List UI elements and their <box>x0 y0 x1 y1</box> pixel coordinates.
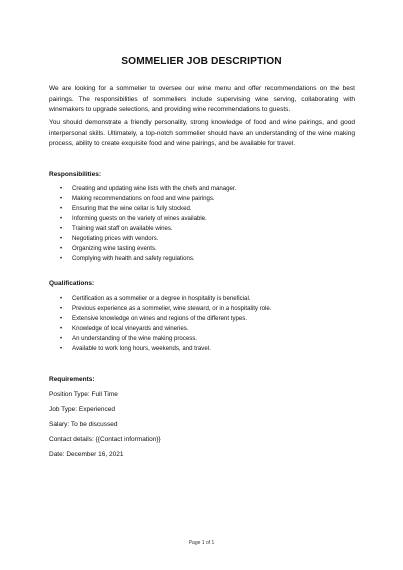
list-item <box>60 224 236 234</box>
list-item-text: Extensive knowledge on wines and regions of the different types. <box>72 315 248 322</box>
list-item-text: Previous experience as a sommelier, wine steward, or in a hospitality role. <box>72 305 272 312</box>
list-item <box>60 214 236 224</box>
bullet-icon: • <box>60 296 63 302</box>
list-item-text: Informing guests on the variety of wines available. <box>72 215 207 222</box>
bullet-icon: • <box>60 186 63 192</box>
list-item-text: Making recommendations on food and wine pairings. <box>72 195 215 202</box>
bullet-icon: • <box>60 316 63 322</box>
responsibilities-list <box>60 184 236 264</box>
bullet-icon: • <box>60 246 63 252</box>
list-item <box>60 194 236 204</box>
page-number: Page 1 of 1 <box>188 540 215 546</box>
list-item-text: Ensuring that the wine cellar is fully stocked. <box>72 205 192 212</box>
bullet-icon: • <box>60 206 63 212</box>
bullet-icon: • <box>60 216 63 222</box>
qualifications-heading: Qualifications: <box>49 280 95 287</box>
job-type: Job Type: Experienced <box>49 406 116 413</box>
bullet-icon: • <box>60 336 63 342</box>
list-item-text: Complying with health and safety regulations. <box>72 255 195 262</box>
list-item <box>60 294 272 304</box>
intro-paragraph-2: You should demonstrate a friendly personality, strong knowledge of food and wine pairings, and good interpersonal skills. Ultimately, a top-notch sommelier should have an understanding of the wine making process, ability to create exquisite food and wine pairings, and be available for travel. <box>49 119 355 148</box>
intro-paragraph-1: We are looking for a sommelier to oversee our wine menu and offer recommendations on the best pairings. The responsibilities of sommeliers include supervising wine serving, collaborating with winemakers to upgrade selections, and providing wine recommendations to guests. <box>49 85 355 114</box>
requirements-heading: Requirements: <box>49 376 95 383</box>
list-item <box>60 334 272 344</box>
qualifications-list <box>60 294 272 354</box>
document-title: SOMMELIER JOB DESCRIPTION <box>121 56 282 67</box>
bullet-icon: • <box>60 196 63 202</box>
bullet-icon: • <box>60 236 63 242</box>
list-item <box>60 314 272 324</box>
list-item <box>60 234 236 244</box>
list-item <box>60 344 272 354</box>
list-item-text: Organizing wine tasting events. <box>72 245 157 252</box>
list-item-text: Negotiating prices with vendors. <box>72 235 159 242</box>
bullet-icon: • <box>60 226 63 232</box>
list-item-text: Certification as a sommelier or a degree in hospitality is beneficial. <box>72 295 251 302</box>
salary: Salary: To be discussed <box>49 421 118 428</box>
list-item <box>60 204 236 214</box>
bullet-icon: • <box>60 346 63 352</box>
list-item <box>60 254 236 264</box>
list-item-text: An understanding of the wine making process. <box>72 335 197 342</box>
list-item <box>60 184 236 194</box>
list-item <box>60 324 272 334</box>
list-item-text: Knowledge of local vineyards and wineries. <box>72 325 189 332</box>
list-item-text: Creating and updating wine lists with the chefs and manager. <box>72 185 237 192</box>
responsibilities-heading: Responsibilities: <box>49 171 102 178</box>
list-item-text: Available to work long hours, weekends, and travel. <box>72 345 211 352</box>
list-item <box>60 304 272 314</box>
document-date: Date: December 16, 2021 <box>49 451 124 458</box>
position-type: Position Type: Full Time <box>49 391 118 398</box>
bullet-icon: • <box>60 326 63 332</box>
list-item-text: Training wait staff on available wines. <box>72 225 173 232</box>
bullet-icon: • <box>60 256 63 262</box>
list-item <box>60 244 236 254</box>
bullet-icon: • <box>60 306 63 312</box>
contact-details: Contact details: {{Contact information}} <box>49 436 161 443</box>
